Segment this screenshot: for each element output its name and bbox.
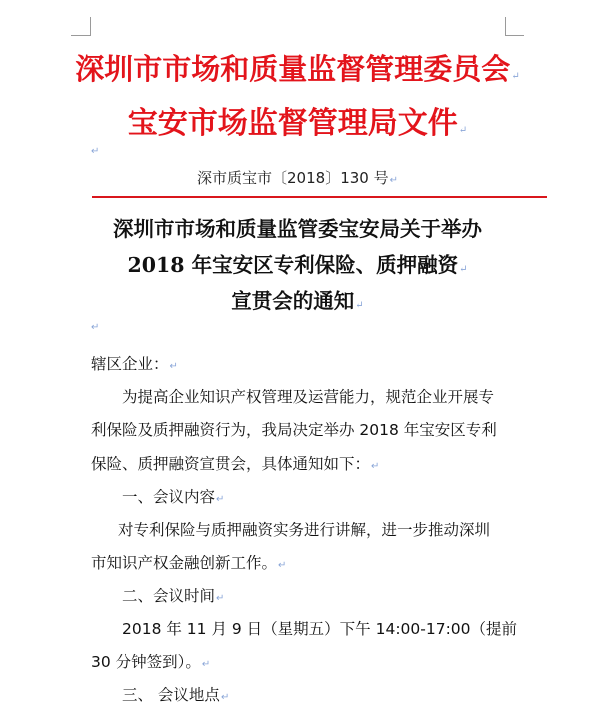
section-heading-text: 一、会议内容 — [122, 488, 216, 506]
salutation-text: 辖区企业： — [91, 355, 169, 373]
crop-mark-top-left — [71, 35, 90, 36]
section-heading-text: 二、会议时间 — [122, 587, 216, 605]
notice-title-line1-text: 深圳市市场和质量监管委宝安局关于举办 — [113, 217, 482, 241]
body-paragraph-line — [91, 452, 379, 474]
paragraph-mark-icon: ↵ — [459, 264, 468, 275]
paragraph-mark-icon: ↵ — [91, 322, 100, 333]
section-heading-text: 三、 会议地点 — [122, 686, 220, 704]
paragraph-mark-icon: ↵ — [371, 461, 380, 472]
body-paragraph-line — [122, 617, 517, 639]
notice-title-line2-text: 2018 年宝安区专利保险、质押融资 — [127, 253, 459, 277]
notice-title-line3 — [0, 284, 595, 314]
paragraph-mark-icon: ↵ — [91, 146, 100, 157]
body-text: 利保险及质押融资行为，我局决定举办 2018 年宝安区专利 — [91, 421, 497, 439]
body-text: 对专利保险与质押融资实务进行讲解，进一步推动深圳 — [118, 521, 491, 539]
body-paragraph-line — [122, 385, 494, 407]
paragraph-mark-icon: ↵ — [511, 71, 520, 82]
document-number-text: 深市质宝市〔2018〕130 号 — [197, 169, 389, 187]
issuer-header-line2 — [0, 98, 595, 142]
body-paragraph-line — [91, 650, 210, 672]
notice-title-line3-text: 宣贯会的通知 — [231, 289, 355, 313]
section-heading-time — [122, 584, 224, 606]
body-text: 2018 年 11 月 9 日（星期五）下午 14:00-17:00（提前 — [122, 620, 518, 638]
section-heading-location — [122, 683, 229, 705]
crop-mark-top-left — [90, 17, 91, 36]
paragraph-mark-icon: ↵ — [169, 361, 178, 372]
paragraph-mark-icon: ↵ — [216, 593, 225, 604]
crop-mark-top-right — [505, 35, 524, 36]
body-text: 市知识产权金融创新工作。 — [91, 554, 278, 572]
body-paragraph-line — [118, 518, 490, 540]
issuer-header-line1 — [0, 47, 595, 88]
body-paragraph-line — [91, 551, 286, 573]
issuer-header-line2-text: 宝安市场监督管理局文件 — [127, 106, 458, 141]
body-text: 为提高企业知识产权管理及运营能力，规范企业开展专 — [122, 388, 495, 406]
paragraph-mark-icon: ↵ — [458, 125, 468, 136]
issuer-header-line1-text: 深圳市市场和质量监督管理委员会 — [75, 52, 511, 86]
paragraph-mark-icon: ↵ — [216, 494, 225, 505]
paragraph-mark-icon: ↵ — [278, 560, 287, 571]
notice-title-line1 — [0, 212, 595, 242]
body-paragraph-line — [91, 418, 497, 440]
paragraph-mark-icon: ↵ — [389, 175, 398, 186]
document-number — [0, 167, 595, 188]
red-divider-line — [92, 196, 547, 198]
paragraph-mark-icon: ↵ — [220, 692, 230, 703]
notice-title-line2 — [0, 248, 595, 278]
body-text: 30 分钟签到）。 — [91, 653, 201, 671]
crop-mark-top-right — [505, 17, 506, 36]
body-text: 保险、质押融资宣贯会，具体通知如下： — [91, 455, 371, 473]
section-heading-content — [122, 485, 224, 507]
paragraph-mark-icon: ↵ — [355, 300, 364, 311]
paragraph-mark-icon: ↵ — [201, 659, 211, 670]
salutation — [91, 352, 178, 374]
